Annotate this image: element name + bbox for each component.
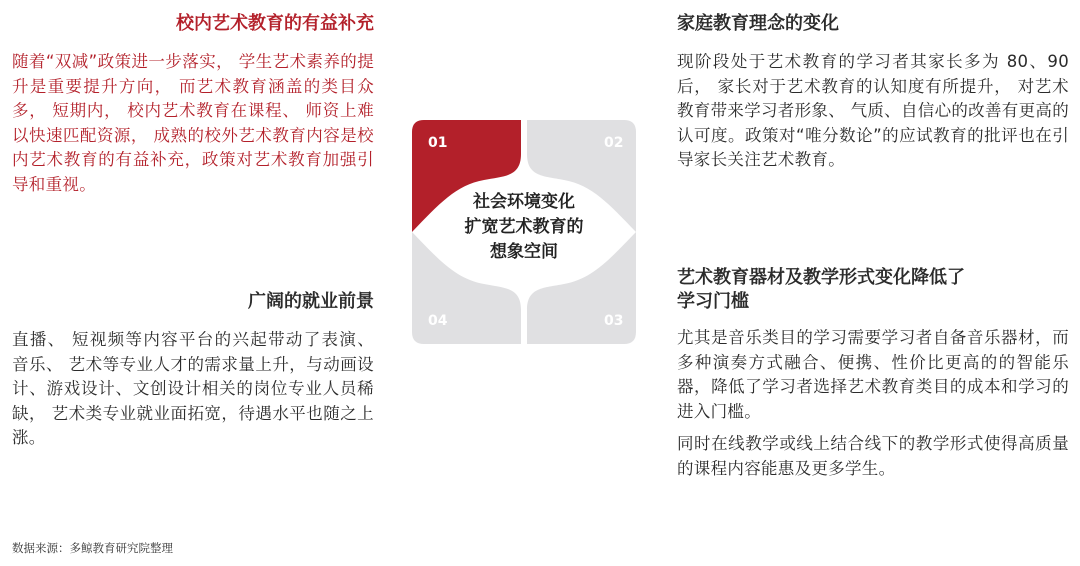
bottom-left-section [12,290,374,451]
bottom-right-section [677,266,1069,481]
top-right-heading: 家庭教育理念的变化 [677,13,839,34]
quadrant-01-number: 01 [428,135,448,151]
quadrant-04-number: 04 [428,313,448,329]
quadrant-02-number: 02 [604,135,624,151]
top-right-paragraph: 现阶段处于艺术教育的学习者其家长多为 80、90 后， 家长对于艺术教育的认知度有所提升， 对艺术教育带来学习者形象、 气质、自信心的改善有更高的认可度。政策对“唯分数论”的应试教育的批评也在引导家长关注艺术教育。 [677,52,1069,169]
diagram-center-text [414,190,634,265]
top-left-paragraph: 随着“双减”政策进一步落实， 学生艺术素养的提升是重要提升方向， 而艺术教育涵盖的类目众多， 短期内， 校内艺术教育在课程、 师资上难以快速匹配资源， 成熟的校外艺术教育内容是校内艺术教育的有益补充，政策对艺术教育加强引导和重视。 [12,52,374,194]
diagram-center-line-2: 扩宽艺术教育的 [464,217,584,237]
top-left-heading: 校内艺术教育的有益补充 [176,13,374,34]
source-note: 数据来源：多鲸教育研究院整理 [12,541,173,555]
bottom-left-heading: 广阔的就业前景 [248,291,374,312]
diagram-center-line-1: 社会环境变化 [473,192,575,212]
quadrant-03-number: 03 [604,313,624,329]
bottom-right-heading-line2: 学习门槛 [677,291,749,312]
top-left-section [12,12,374,197]
bottom-right-heading [677,266,1069,314]
bottom-right-heading-line1: 艺术教育器材及教学形式变化降低了 [677,267,965,288]
top-right-section [677,12,1069,173]
diagram-center-line-3: 想象空间 [490,242,558,262]
bottom-right-paragraph-2: 同时在线教学或线上结合线下的教学形式使得高质量的课程内容能惠及更多学生。 [677,434,1069,478]
bottom-right-paragraph-1: 尤其是音乐类目的学习需要学习者自备音乐器材，而多种演奏方式融合、便携、性价比更高的的智能乐器，降低了学习者选择艺术教育类目的成本和学习的进入门槛。 [677,328,1069,421]
bottom-left-paragraph: 直播、 短视频等内容平台的兴起带动了表演、 音乐、 艺术等专业人才的需求量上升，与动画设计、游戏设计、文创设计相关的岗位专业人员稀缺， 艺术类专业就业面拓宽，待遇水平也随之上涨。 [12,330,374,447]
